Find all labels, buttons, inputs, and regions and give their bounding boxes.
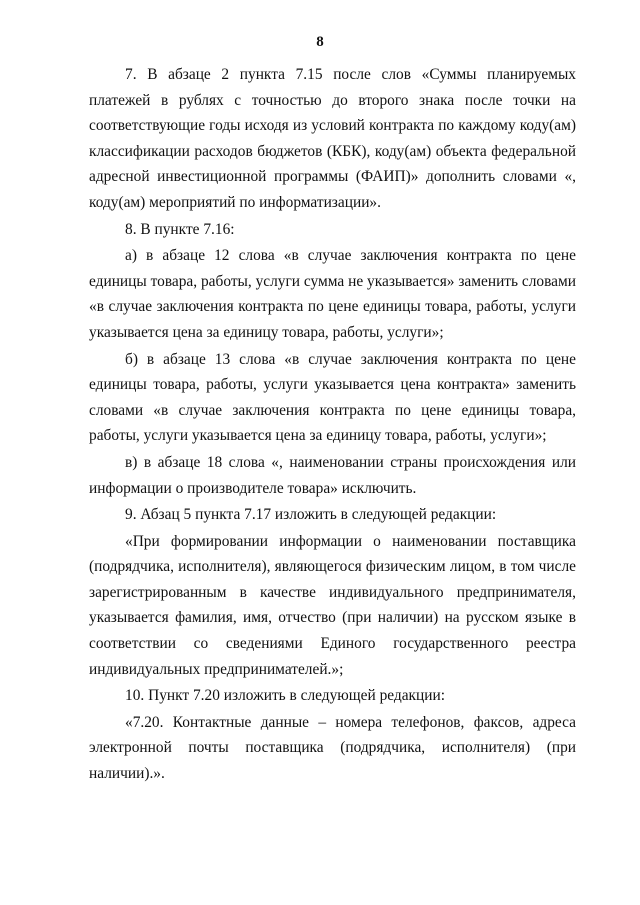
page-number: 8 [316, 34, 324, 50]
paragraph-item-9: 9. Абзац 5 пункта 7.17 изложить в следующей редакции: [125, 506, 497, 524]
paragraph-subitem-b: б) в абзаце 13 слова «в случае заключения контракта по цене единицы товара, работы, услуги указывается цена контракта» заменить словами «в случае заключения контракта по цене единицы товара, работы, услуги указывается цена за единицу товара, работы, услуги»; [89, 350, 576, 445]
paragraph-quote-7-17: «При формировании информации о наименовании поставщика (подрядчика, исполнителя), являющегося физическим лицом, в том числе зарегистрированным в качестве индивидуального предпринимателя, указывается фамилия, имя, отчество (при наличии) на русском языке в соответствии со сведениями Единого государственного реестра индивидуальных предпринимателей.»; [89, 532, 576, 678]
paragraph-subitem-a: а) в абзаце 12 слова «в случае заключения контракта по цене единицы товара, работы, услуги сумма не указывается» заменить словами «в случае заключения контракта по цене единицы товара, работы, услуги указывается цена за единицу товара, работы, услуги»; [89, 247, 576, 341]
paragraph-quote-7-20: «7.20. Контактные данные – номера телефонов, факсов, адреса электронной почты поставщика (подрядчика, исполнителя) (при наличии).». [89, 713, 576, 783]
paragraph-item-10: 10. Пункт 7.20 изложить в следующей редакции: [125, 687, 446, 705]
document-body [89, 62, 576, 787]
paragraph-subitem-v: в) в абзаце 18 слова «, наименовании страны происхождения или информации о производителе товара» исключить. [89, 453, 576, 497]
paragraph-item-7: 7. В абзаце 2 пункта 7.15 после слов «Суммы планируемых платежей в рублях с точностью до второго знака после точки на соответствующие годы исходя из условий контракта по каждому коду(ам) классификации расходов бюджетов (КБК), коду(ам) объекта федеральной адресной инвестиционной программы (ФАИП)» дополнить словами «, коду(ам) мероприятий по информатизации». [89, 66, 576, 211]
paragraph-item-8: 8. В пункте 7.16: [125, 220, 235, 238]
